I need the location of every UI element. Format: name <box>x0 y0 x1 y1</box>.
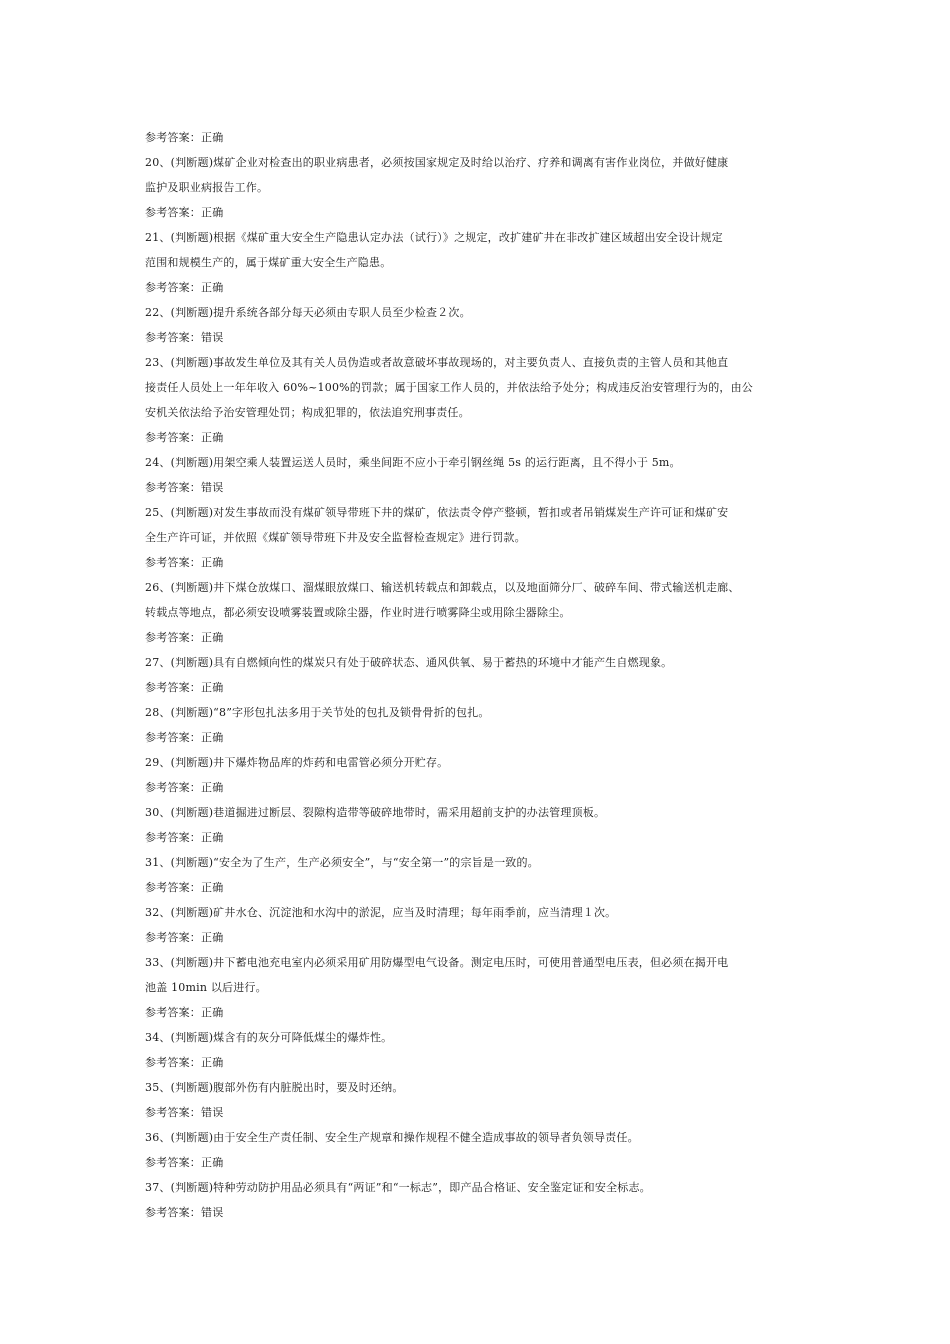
answer-text: 参考答案：正确 <box>145 881 224 894</box>
question-item <box>145 650 815 675</box>
answer-line <box>145 875 815 900</box>
question-text-line: 接责任人员处上一年年收入 60%~100%的罚款；属于国家工作人员的，并依法给予处分；构成违反治安管理行为的，由公 <box>145 381 754 394</box>
answer-text: 参考答案：错误 <box>145 331 224 344</box>
answer-text: 参考答案：正确 <box>145 731 224 744</box>
answer-line <box>145 200 815 225</box>
question-text-line: 21、(判断题)根据《煤矿重大安全生产隐患认定办法（试行）》之规定，改扩建矿井在非改扩建区域超出安全设计规定 <box>145 231 723 244</box>
answer-text: 参考答案：正确 <box>145 931 224 944</box>
answer-line <box>145 550 815 575</box>
answer-line <box>145 275 815 300</box>
answer-line <box>145 1050 815 1075</box>
answer-line <box>145 675 815 700</box>
answer-line <box>145 775 815 800</box>
answer-line <box>145 1150 815 1175</box>
question-item <box>145 575 815 625</box>
answer-text: 参考答案：正确 <box>145 781 224 794</box>
answer-text: 参考答案：正确 <box>145 631 224 644</box>
question-text-line: 范围和规模生产的，属于煤矿重大安全生产隐患。 <box>145 256 392 269</box>
question-text-line: 34、(判断题)煤含有的灰分可降低煤尘的爆炸性。 <box>145 1031 393 1044</box>
answer-line <box>145 1100 815 1125</box>
answer-text: 参考答案：正确 <box>145 831 224 844</box>
question-item <box>145 350 815 425</box>
answer-text: 参考答案：正确 <box>145 1156 224 1169</box>
answer-text: 参考答案：正确 <box>145 431 224 444</box>
question-item <box>145 1075 815 1100</box>
question-item <box>145 1175 815 1200</box>
question-text-line: 27、(判断题)具有自燃倾向性的煤炭只有处于破碎状态、通风供氧、易于蓄热的环境中才能产生自燃现象。 <box>145 656 673 669</box>
question-text-line: 33、(判断题)井下蓄电池充电室内必须采用矿用防爆型电气设备。测定电压时，可使用普通型电压表，但必须在揭开电 <box>145 956 729 969</box>
question-text-line: 26、(判断题)井下煤仓放煤口、溜煤眼放煤口、输送机转载点和卸载点，以及地面筛分厂、破碎车间、带式输送机走廊、 <box>145 581 740 594</box>
question-item <box>145 700 815 725</box>
question-text-line: 24、(判断题)用架空乘人装置运送人员时，乘坐间距不应小于牵引钢丝绳 5s 的运行距离，且不得小于 5m。 <box>145 456 681 469</box>
question-item <box>145 500 815 550</box>
question-item <box>145 800 815 825</box>
question-item <box>145 900 815 925</box>
question-text-line: 23、(判断题)事故发生单位及其有关人员伪造或者故意破坏事故现场的，对主要负责人、直接负责的主管人员和其他直 <box>145 356 729 369</box>
answer-text: 参考答案：错误 <box>145 481 224 494</box>
answer-line <box>145 475 815 500</box>
answer-text: 参考答案：错误 <box>145 1106 224 1119</box>
question-item <box>145 950 815 1000</box>
question-text-line: 30、(判断题)巷道掘进过断层、裂隙构造带等破碎地带时，需采用超前支护的办法管理顶板。 <box>145 806 606 819</box>
question-text-line: 安机关依法给予治安管理处罚；构成犯罪的，依法追究刑事责任。 <box>145 406 470 419</box>
question-text-line: 池盖 10min 以后进行。 <box>145 981 267 994</box>
question-text-line: 35、(判断题)腹部外伤有内脏脱出时，要及时还纳。 <box>145 1081 404 1094</box>
question-item <box>145 1125 815 1150</box>
answer-line <box>145 825 815 850</box>
question-text-line: 25、(判断题)对发生事故而没有煤矿领导带班下井的煤矿，依法责令停产整顿，暂扣或者吊销煤炭生产许可证和煤矿安 <box>145 506 729 519</box>
answer-text: 参考答案：正确 <box>145 1006 224 1019</box>
answer-line <box>145 725 815 750</box>
question-text-line: 37、(判断题)特种劳动防护用品必须具有“两证”和“一标志”，即产品合格证、安全鉴定证和安全标志。 <box>145 1181 651 1194</box>
answer-text: 参考答案：正确 <box>145 556 224 569</box>
question-item <box>145 750 815 775</box>
question-item <box>145 150 815 200</box>
question-text-line: 28、(判断题)“8”字形包扎法多用于关节处的包扎及锁骨骨折的包扎。 <box>145 706 490 719</box>
answer-text: 参考答案：正确 <box>145 206 224 219</box>
question-item <box>145 1025 815 1050</box>
question-item <box>145 850 815 875</box>
answer-text: 参考答案：正确 <box>145 281 224 294</box>
answer-line <box>145 1200 815 1225</box>
question-text-line: 监护及职业病报告工作。 <box>145 181 269 194</box>
question-text-line: 转载点等地点，都必须安设喷雾装置或除尘器，作业时进行喷雾降尘或用除尘器除尘。 <box>145 606 571 619</box>
question-text-line: 20、(判断题)煤矿企业对检查出的职业病患者，必须按国家规定及时给以治疗、疗养和调离有害作业岗位，并做好健康 <box>145 156 729 169</box>
question-item <box>145 300 815 325</box>
question-text-line: 31、(判断题)“安全为了生产，生产必须安全”，与“安全第一”的宗旨是一致的。 <box>145 856 539 869</box>
question-text-line: 29、(判断题)井下爆炸物品库的炸药和电雷管必须分开贮存。 <box>145 756 449 769</box>
question-text-line: 32、(判断题)矿井水仓、沉淀池和水沟中的淤泥，应当及时清理；每年雨季前，应当清理１次。 <box>145 906 617 919</box>
question-item <box>145 225 815 275</box>
question-item <box>145 450 815 475</box>
answer-line <box>145 625 815 650</box>
answer-text: 参考答案：错误 <box>145 1206 224 1219</box>
question-text-line: 全生产许可证，并依照《煤矿领导带班下井及安全监督检查规定》进行罚款。 <box>145 531 526 544</box>
answer-text: 参考答案：正确 <box>145 1056 224 1069</box>
answer-line <box>145 325 815 350</box>
answer-line <box>145 425 815 450</box>
question-text-line: 22、(判断题)提升系统各部分每天必须由专职人员至少检查２次。 <box>145 306 471 319</box>
answer-line <box>145 1000 815 1025</box>
answer-line <box>145 125 815 150</box>
answer-text: 参考答案：正确 <box>145 131 224 144</box>
answer-line <box>145 925 815 950</box>
question-list <box>145 125 815 1225</box>
answer-text: 参考答案：正确 <box>145 681 224 694</box>
question-text-line: 36、(判断题)由于安全生产责任制、安全生产规章和操作规程不健全造成事故的领导者负领导责任。 <box>145 1131 639 1144</box>
